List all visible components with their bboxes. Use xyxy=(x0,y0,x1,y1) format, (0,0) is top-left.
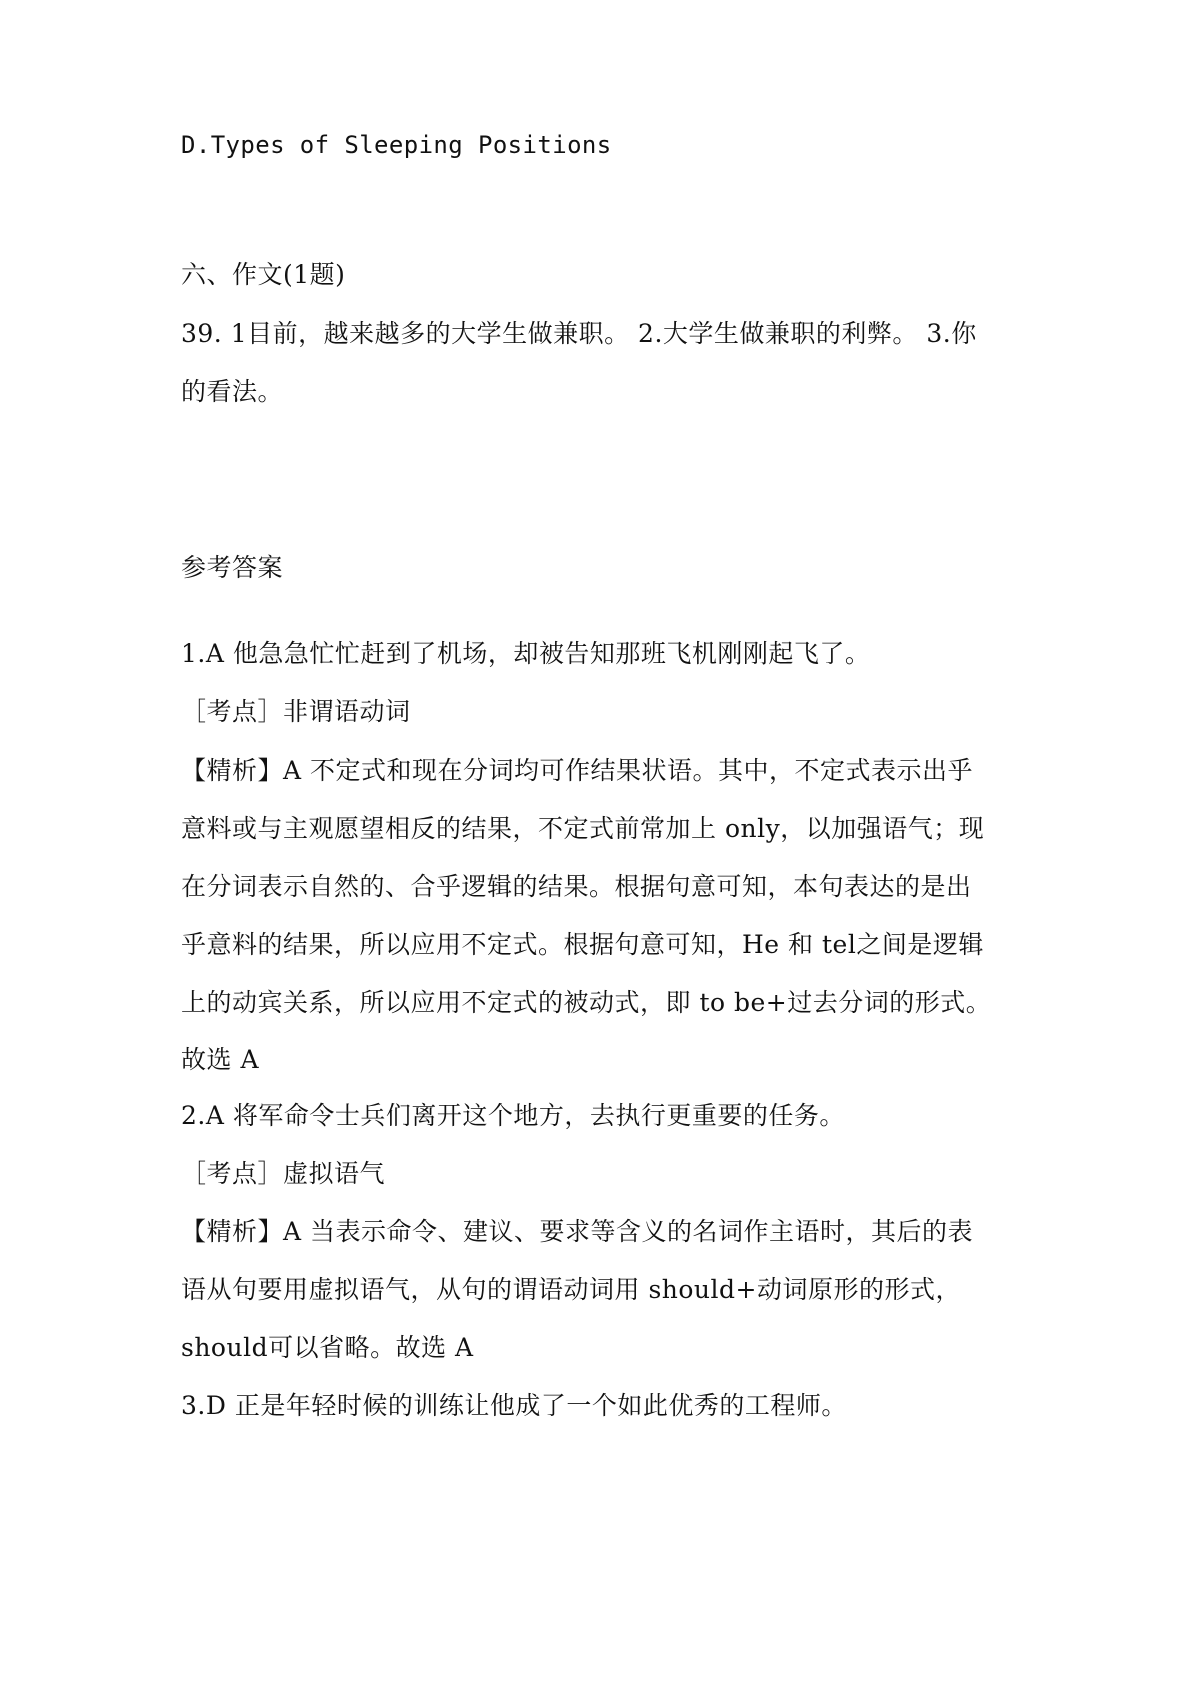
answer-heading: 参考答案 xyxy=(181,553,284,582)
section-heading: 六、作文(1题) xyxy=(181,260,346,289)
answer-analysis-line: 故选 A xyxy=(181,1045,260,1074)
option-d-text: D.Types of Sleeping Positions xyxy=(181,131,612,159)
essay-prompt-line: 39. 1目前，越来越多的大学生做兼职。 2.大学生做兼职的利弊。 3.你 xyxy=(181,319,977,348)
answer-analysis-line: 【精析】A 当表示命令、建议、要求等含义的名词作主语时，其后的表 xyxy=(181,1217,974,1246)
essay-prompt-line: 的看法。 xyxy=(181,377,284,406)
answer-analysis-line: 【精析】A 不定式和现在分词均可作结果状语。其中，不定式表示出乎 xyxy=(181,756,974,785)
answer-analysis-line: should可以省略。故选 A xyxy=(181,1333,474,1362)
answer-line: 3.D 正是年轻时候的训练让他成了一个如此优秀的工程师。 xyxy=(181,1391,847,1420)
answer-analysis-line: 意料或与主观愿望相反的结果，不定式前常加上 only，以加强语气；现 xyxy=(181,814,985,843)
answer-analysis-line: 在分词表示自然的、合乎逻辑的结果。根据句意可知，本句表达的是出 xyxy=(181,872,972,901)
answer-analysis-line: 上的动宾关系，所以应用不定式的被动式，即 to be+过去分词的形式。 xyxy=(181,988,992,1017)
answer-point-line: ［考点］虚拟语气 xyxy=(181,1159,386,1188)
answer-analysis-line: 语从句要用虚拟语气，从句的谓语动词用 should+动词原形的形式， xyxy=(181,1275,961,1304)
answer-line: 1.A 他急急忙忙赶到了机场，却被告知那班飞机刚刚起飞了。 xyxy=(181,639,871,668)
answer-line: 2.A 将军命令士兵们离开这个地方，去执行更重要的任务。 xyxy=(181,1101,845,1130)
answer-analysis-line: 乎意料的结果，所以应用不定式。根据句意可知，He 和 tel之间是逻辑 xyxy=(181,930,984,959)
answer-point-line: ［考点］非谓语动词 xyxy=(181,697,411,726)
